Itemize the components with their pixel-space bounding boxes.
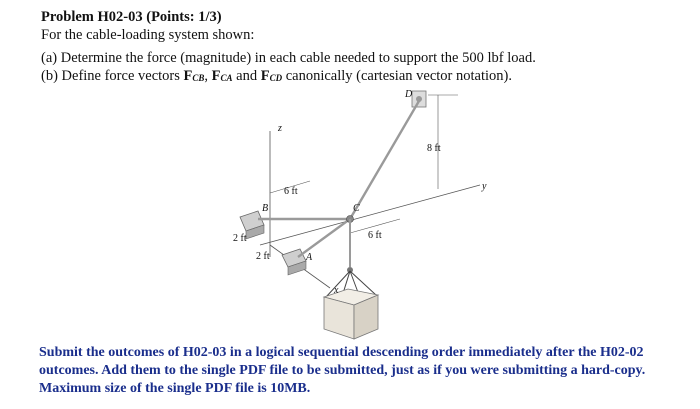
label-b: B bbox=[262, 203, 269, 214]
label-z: z bbox=[278, 123, 282, 134]
crate bbox=[324, 289, 378, 339]
label-c: C bbox=[353, 203, 360, 214]
label-6ft-top: 6 ft bbox=[284, 186, 298, 197]
vector-fcd: $F_{CD}$ bbox=[260, 68, 283, 84]
vector-fca: $F_{CA}$ bbox=[211, 68, 233, 84]
problem-subtitle: For the cable-loading system shown: bbox=[41, 27, 255, 43]
cable-system-figure bbox=[200, 85, 500, 345]
part-a-text: (a) Determine the force (magnitude) in each cable needed to support the 500 lbf load. bbox=[41, 50, 536, 66]
dim-8ft bbox=[428, 95, 458, 189]
problem-title: Problem H02-03 (Points: 1/3) bbox=[41, 9, 222, 25]
label-a: A bbox=[306, 252, 313, 263]
part-b-text: (b) Define force vectors $F_{CB}$, $F_{CA}$ and $F_{CD}$ canonically (cartesian vector notation). bbox=[41, 68, 512, 84]
cable-cd bbox=[350, 101, 419, 219]
mount-d bbox=[412, 91, 426, 107]
label-2ft-left: 2 ft bbox=[233, 233, 247, 244]
part-b-suffix: canonically (cartesian vector notation). bbox=[282, 68, 512, 84]
vector-fcb: $F_{CB}$ bbox=[183, 68, 205, 84]
label-x: x bbox=[334, 285, 339, 296]
label-y: y bbox=[482, 181, 487, 192]
part-b-prefix: (b) Define force vectors bbox=[41, 68, 184, 84]
label-8ft: 8 ft bbox=[427, 143, 441, 154]
label-d: D bbox=[405, 89, 413, 100]
label-6ft-right: 6 ft bbox=[368, 230, 382, 241]
label-2ft-bottom: 2 ft bbox=[256, 251, 270, 262]
submission-instructions: Submit the outcomes of H02-03 in a logical sequential descending order immediately after the H02-02 outcomes. Add them to the single PDF file to be submitted, just as if you were submitting a hard-copy. Maximum size of the single PDF file is 10MB. bbox=[39, 345, 646, 396]
